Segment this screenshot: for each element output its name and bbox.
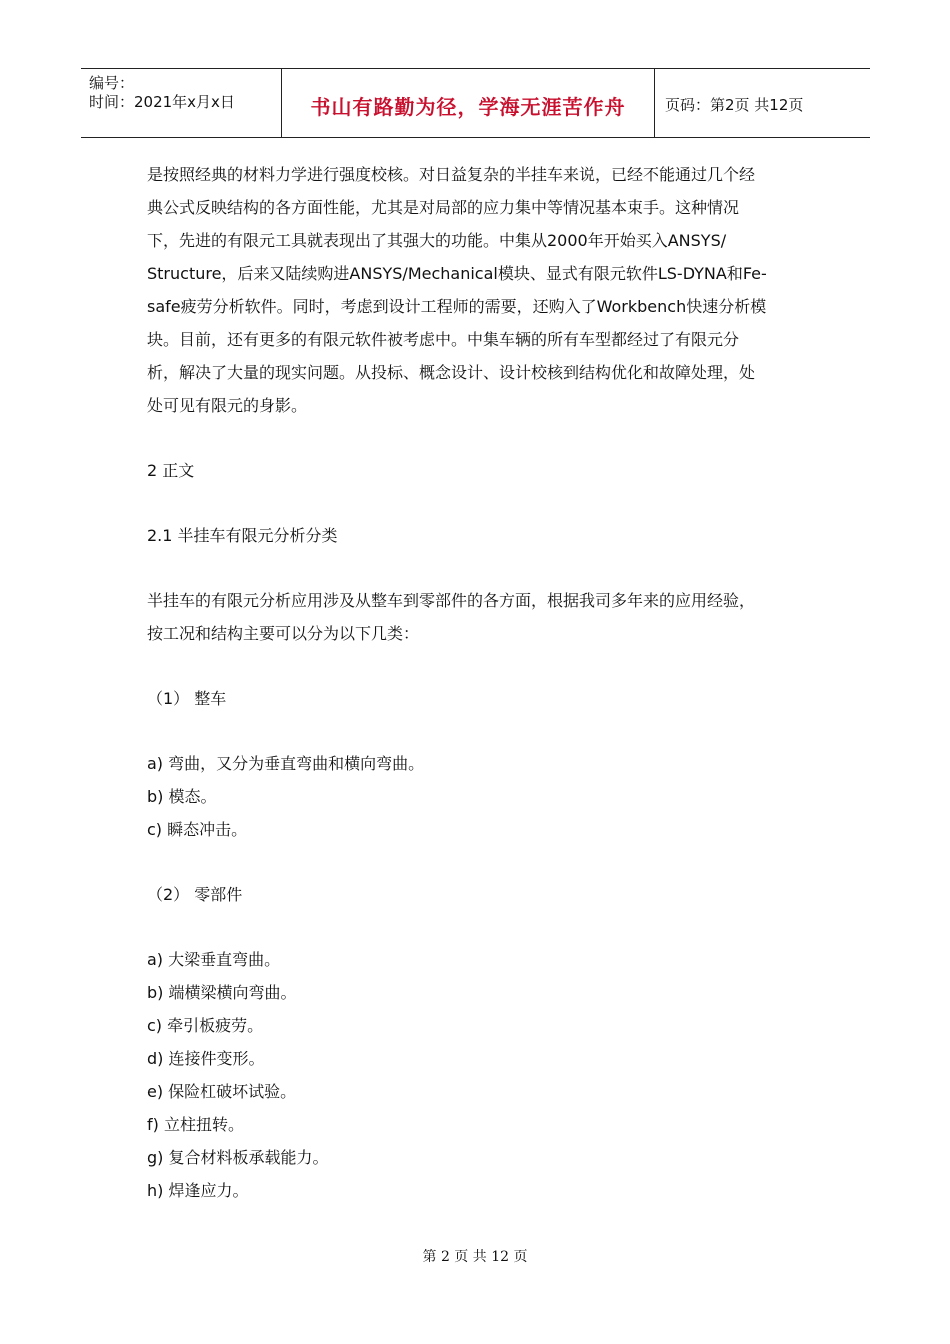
list-item: c) 瞬态冲击。	[147, 820, 248, 839]
intro-line: 析，解决了大量的现实问题。从投标、概念设计、设计校核到结构优化和故障处理，处	[147, 363, 756, 382]
intro-line: 下，先进的有限元工具就表现出了其强大的功能。中集从2000年开始买入ANSYS/	[147, 231, 727, 250]
list-item: d) 连接件变形。	[147, 1049, 265, 1068]
intro-line: 是按照经典的材料力学进行强度校核。对日益复杂的半挂车来说，已经不能通过几个经	[147, 165, 756, 184]
intro-line: 处可见有限元的身影。	[147, 396, 308, 415]
list-item: a) 大梁垂直弯曲。	[147, 950, 281, 969]
list-item: f) 立柱扭转。	[147, 1115, 244, 1134]
header-page-info: 页码：第2页 共12页	[665, 96, 804, 114]
subsection-heading: 2.1 半挂车有限元分析分类	[147, 526, 338, 545]
number-label: 编号：	[89, 74, 135, 92]
list-item: e) 保险杠破坏试验。	[147, 1082, 297, 1101]
page-footer: 第 2 页 共 12 页	[422, 1249, 528, 1265]
list-item: b) 模态。	[147, 787, 217, 806]
classification-line: 按工况和结构主要可以分为以下几类：	[147, 624, 420, 643]
list-item: c) 牵引板疲劳。	[147, 1016, 264, 1035]
list-item: b) 端横梁横向弯曲。	[147, 983, 297, 1002]
header-motto: 书山有路勤为径，学海无涯苦作舟	[310, 95, 626, 119]
intro-line: 块。目前，还有更多的有限元软件被考虑中。中集车辆的所有车型都经过了有限元分	[147, 330, 740, 349]
group-heading-vehicle: （1） 整车	[147, 689, 227, 708]
header-meta-cell	[81, 69, 282, 137]
list-item: h) 焊逢应力。	[147, 1181, 249, 1200]
date-label: 时间：2021年x月x日	[89, 93, 235, 111]
intro-line: Structure，后来又陆续购进ANSYS/Mechanical模块、显式有限元软件LS-DYNA和Fe-	[147, 264, 767, 283]
header-page-cell	[655, 69, 870, 137]
classification-line: 半挂车的有限元分析应用涉及从整车到零部件的各方面，根据我司多年来的应用经验，	[147, 591, 756, 610]
list-item: a) 弯曲，又分为垂直弯曲和横向弯曲。	[147, 754, 425, 773]
list-item: g) 复合材料板承载能力。	[147, 1148, 329, 1167]
document-body	[147, 158, 797, 1207]
section-heading: 2 正文	[147, 461, 195, 480]
group-heading-components: （2） 零部件	[147, 885, 243, 904]
intro-line: 典公式反映结构的各方面性能，尤其是对局部的应力集中等情况基本束手。这种情况	[147, 198, 740, 217]
intro-line: safe疲劳分析软件。同时，考虑到设计工程师的需要，还购入了Workbench快速分析模	[147, 297, 767, 316]
header-motto-cell	[282, 69, 655, 137]
page-header	[81, 68, 870, 138]
